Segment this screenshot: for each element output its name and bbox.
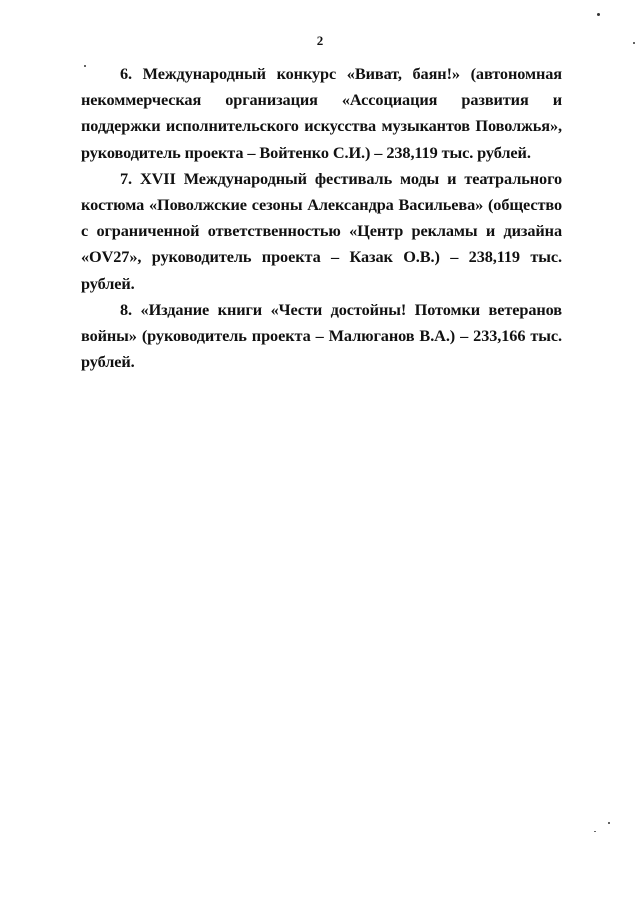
paragraph-item-6: 6. Международный конкурс «Виват, баян!» (автономная некоммерческая организация «Ассоциация развития и поддержки исполнительского искусства музыкантов Поволжья», руководитель проекта – Войтенко С.И.) – 238,119 тыс. рублей. (81, 64, 562, 162)
scan-speck (633, 42, 635, 44)
paragraph-item-8: 8. «Издание книги «Чести достойны! Потомки ветеранов войны» (руководитель проекта – Малюганов В.А.) – 233,166 тыс. рублей. (81, 299, 562, 372)
scan-speck (608, 822, 610, 824)
document-body (81, 61, 562, 375)
scan-speck (597, 13, 600, 16)
paragraph-item-7: 7. XVII Международный фестиваль моды и театрального костюма «Поволжские сезоны Александра Васильева» (общество с ограниченной ответственностью «Центр рекламы и дизайна «OV27», руководитель проекта – Казак О.В.) – 238,119 тыс. рублей. (81, 168, 562, 293)
page-number: 2 (316, 33, 324, 48)
scan-speck (594, 831, 596, 832)
scan-speck (84, 65, 86, 67)
